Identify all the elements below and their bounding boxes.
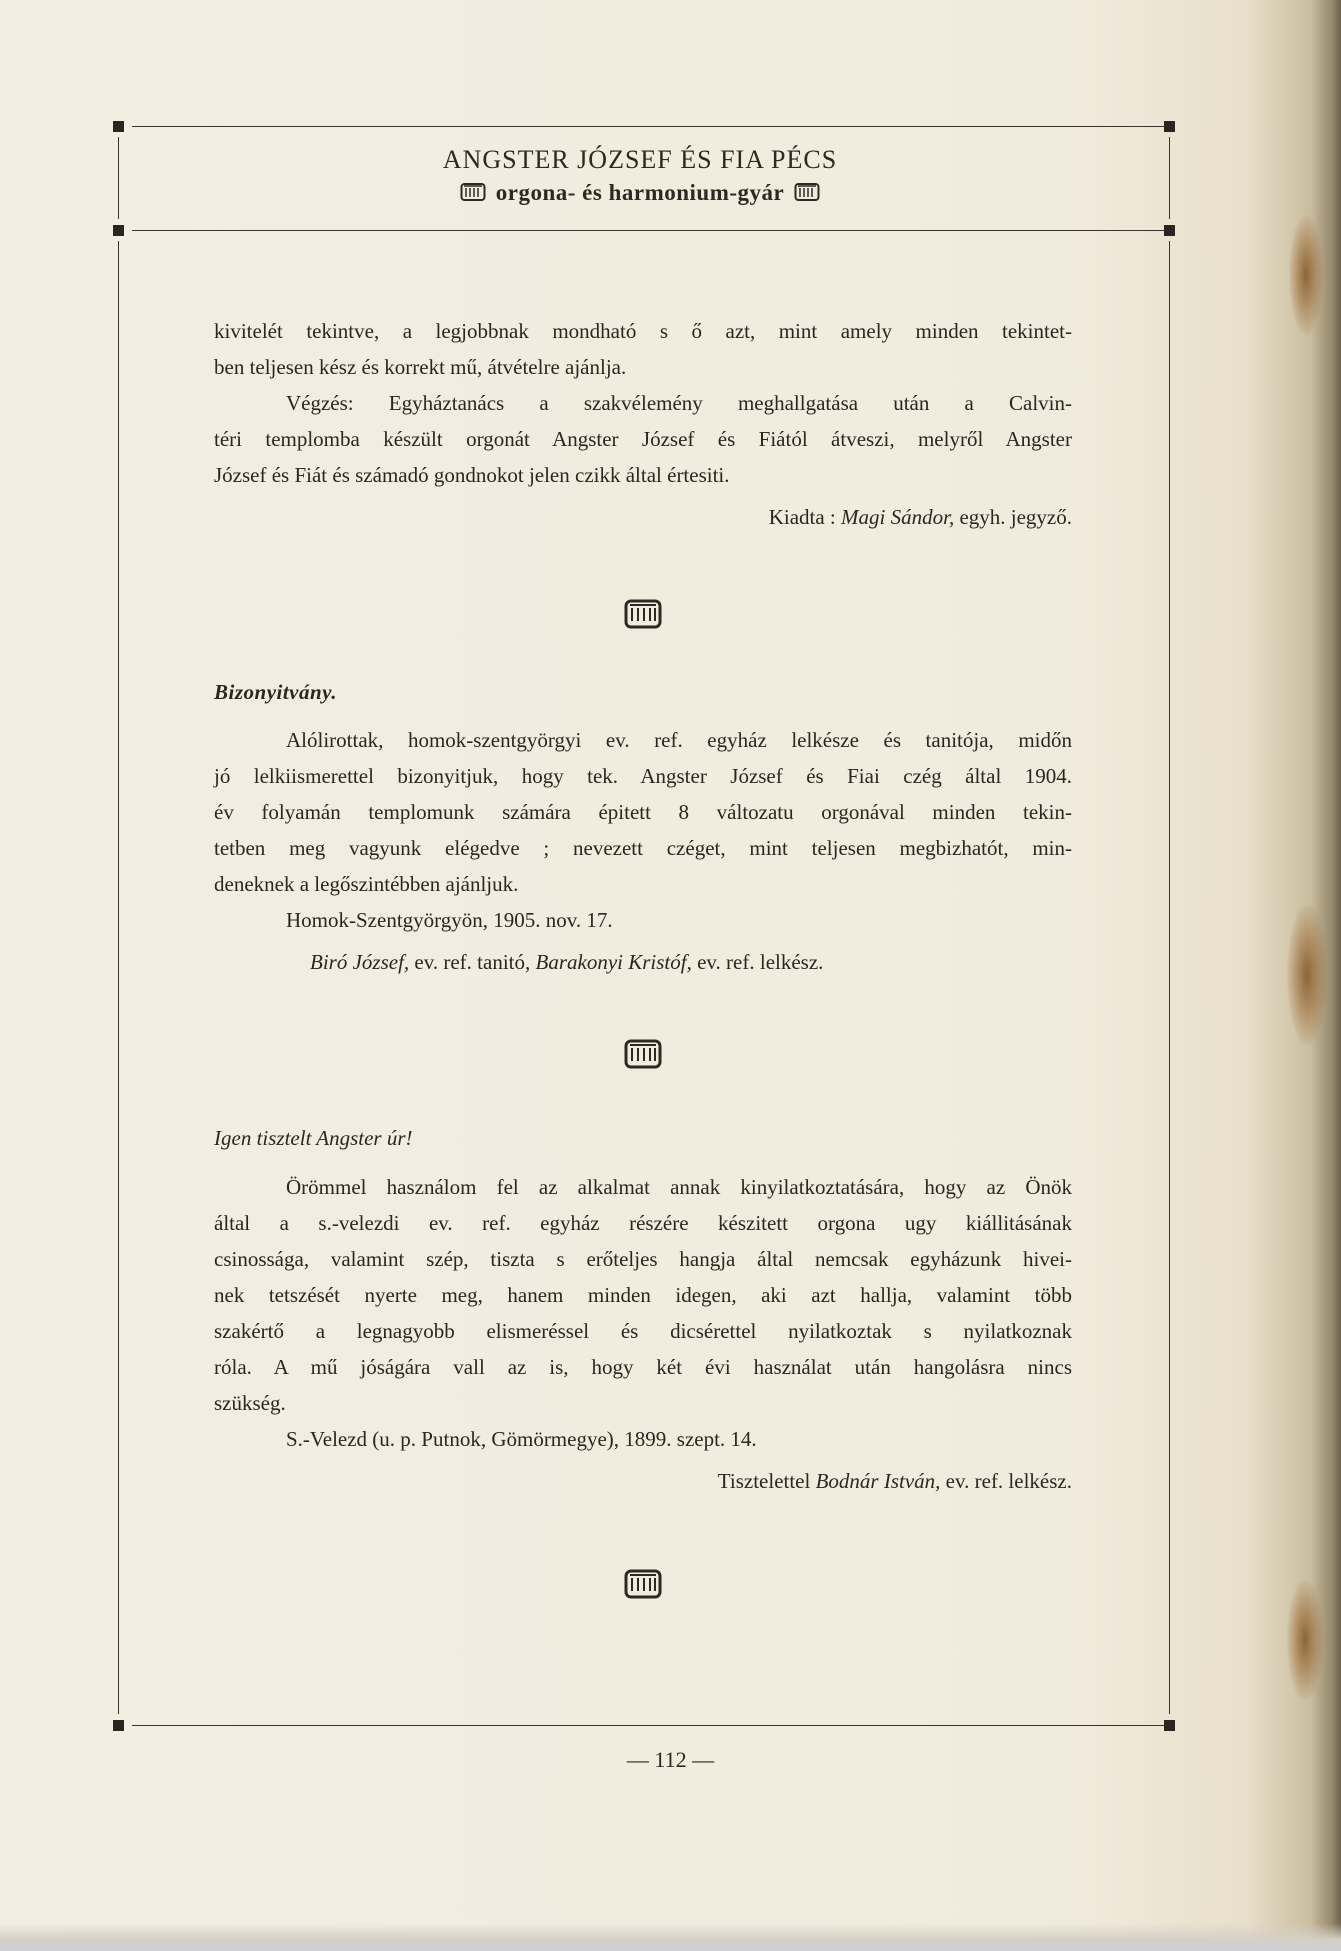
place-date: Homok-Szentgyörgyön, 1905. nov. 17.	[286, 908, 613, 932]
block3-text	[214, 1169, 1072, 1499]
text-line: szükség.	[214, 1391, 286, 1415]
signature-line: Kiadta : Magi Sándor, egyh. jegyző.	[768, 505, 1072, 529]
page-number: — 112 —	[626, 1747, 715, 1772]
page-bottom-strip	[0, 1923, 1341, 1951]
text-line: év folyamán templomunk számára épitett 8 változatu orgonával minden tekin-	[214, 800, 1072, 824]
signer-name: Biró József,	[310, 950, 410, 974]
organ-ornament-icon	[624, 1038, 662, 1070]
header-subtitle	[120, 180, 1160, 208]
header-subtitle-text: orgona- és harmonium-gyár	[495, 180, 785, 205]
text-line: Örömmel használom fel az alkalmat annak kinyilatkoztatására, hogy az Önök	[286, 1175, 1072, 1199]
stain-mark	[1289, 215, 1323, 335]
place-date: S.-Velezd (u. p. Putnok, Gömörmegye), 1899. szept. 14.	[286, 1427, 757, 1451]
stain-mark	[1287, 1580, 1323, 1700]
section-heading: Bizonyitvány.	[214, 680, 337, 704]
text-line: jó lelkiismerettel bizonyitjuk, hogy tek. Angster József és Fiai czég által 1904.	[214, 764, 1072, 788]
signer-name: Magi Sándor,	[841, 505, 955, 529]
text-line: tetben meg vagyunk elégedve ; nevezett czéget, mint teljesen megbizhatót, min-	[214, 836, 1072, 860]
text-line: csinossága, valamint szép, tiszta s erőteljes hangja által nemcsak egyházunk hivei-	[214, 1247, 1072, 1271]
text-line: nek tetszését nyerte meg, hanem minden idegen, aki azt hallja, valamint több	[214, 1283, 1072, 1307]
signer-name: Bodnár István,	[815, 1469, 941, 1493]
organ-ornament-icon	[460, 182, 486, 208]
text-line: kivitelét tekintve, a legjobbnak mondható s ő azt, mint amely minden tekintet-	[214, 319, 1072, 343]
text-line: által a s.-velezdi ev. ref. egyház részére készitett orgona ugy kiállitásának	[214, 1211, 1072, 1235]
text-line: József és Fiát és számadó gondnokot jelen czikk által értesiti.	[214, 463, 730, 487]
text-line: szakértő a legnagyobb elismeréssel és dicsérettel nyilatkoztak s nyilatkoznak	[214, 1319, 1072, 1343]
text-line: ben teljesen kész és korrekt mű, átvételre ajánlja.	[214, 355, 627, 379]
text-line: téri templomba készült orgonát Angster József és Fiától átveszi, melyről Angster	[214, 427, 1072, 451]
block1-text	[214, 313, 1072, 535]
block2-text	[214, 722, 1072, 980]
stain-mark	[1287, 905, 1327, 1045]
organ-ornament-icon	[794, 182, 820, 208]
header-title: ANGSTER JÓZSEF ÉS FIA PÉCS	[442, 145, 838, 174]
text-line: Alólirottak, homok-szentgyörgyi ev. ref. egyház lelkésze és tanitója, midőn	[286, 728, 1072, 752]
signature-line: Tisztelettel Bodnár István, ev. ref. lelkész.	[717, 1469, 1072, 1493]
signer-name: Barakonyi Kristóf,	[535, 950, 692, 974]
organ-ornament-icon	[624, 1568, 662, 1600]
organ-ornament-icon	[624, 598, 662, 630]
signature-line: Biró József, ev. ref. tanitó, Barakonyi Kristóf, ev. ref. lelkész.	[310, 950, 824, 974]
text-line: deneknek a legőszintébben ajánljuk.	[214, 872, 519, 896]
text-line: Végzés: Egyháztanács a szakvélemény meghallgatása után a Calvin-	[286, 391, 1072, 415]
salutation: Igen tisztelt Angster úr!	[214, 1126, 413, 1150]
text-line: róla. A mű jóságára vall az is, hogy két évi használat után hangolásra nincs	[214, 1355, 1072, 1379]
